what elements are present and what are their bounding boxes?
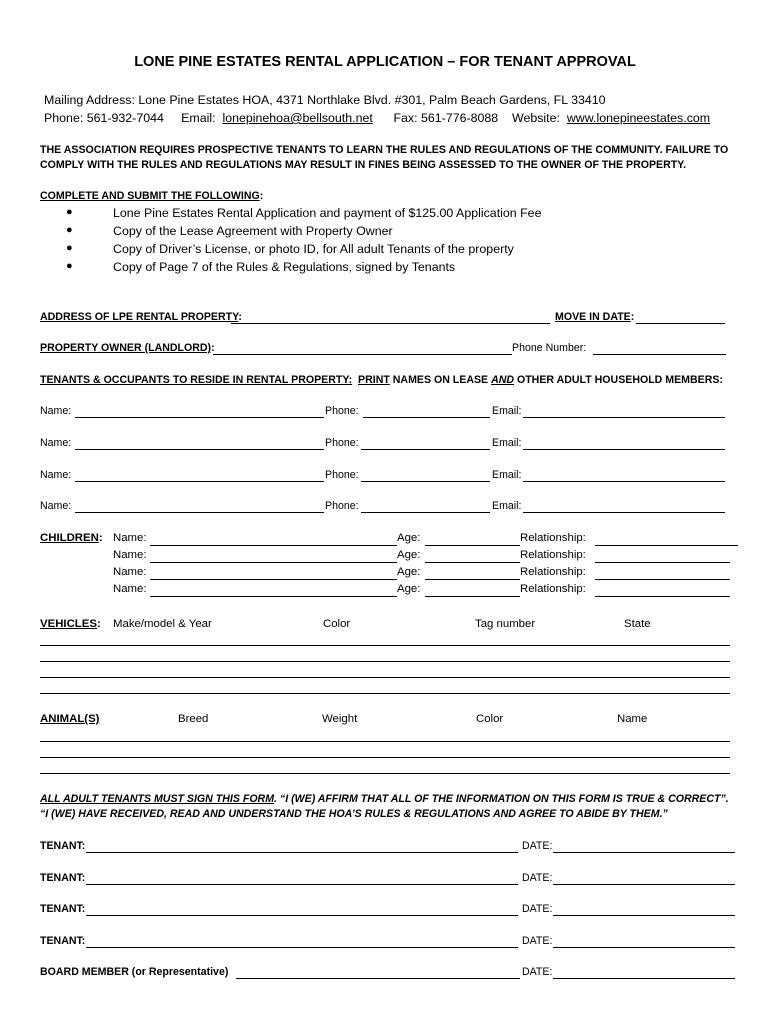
child-relationship-label: Relationship: xyxy=(520,532,586,544)
vehicle-entry-line[interactable] xyxy=(40,693,730,694)
child-name-field[interactable] xyxy=(150,596,397,597)
tenant-signature-label: TENANT: xyxy=(40,872,86,884)
child-age-field[interactable] xyxy=(425,545,520,546)
list-item: ● Lone Pine Estates Rental Application and payment of $125.00 Application Fee xyxy=(66,206,542,220)
address-label: ADDRESS OF LPE RENTAL PROPERTY: xyxy=(40,311,242,323)
date-label: DATE: xyxy=(522,872,553,884)
child-relationship-field[interactable] xyxy=(595,545,738,546)
name-label: Name: xyxy=(40,437,72,449)
child-age-field[interactable] xyxy=(425,562,520,563)
date-field[interactable] xyxy=(553,915,735,916)
animal-col-name: Name xyxy=(617,713,648,725)
tenant-name-field[interactable] xyxy=(75,449,324,450)
phone-label: Phone: xyxy=(325,500,359,512)
email-label: Email: xyxy=(492,469,522,481)
date-field[interactable] xyxy=(553,978,735,979)
contact-line xyxy=(44,111,710,125)
child-name-label: Name: xyxy=(113,532,147,544)
tenant-signature-field[interactable] xyxy=(86,915,518,916)
tenant-name-field[interactable] xyxy=(75,512,324,513)
move-in-label: MOVE IN DATE: xyxy=(555,311,635,323)
tenant-signature-label: TENANT: xyxy=(40,935,86,947)
date-label: DATE: xyxy=(522,840,553,852)
move-in-field[interactable] xyxy=(636,323,725,324)
name-label: Name: xyxy=(40,405,72,417)
website-label: Website: xyxy=(511,111,560,125)
animal-col-breed: Breed xyxy=(178,713,209,725)
child-age-label: Age: xyxy=(397,566,421,578)
vehicle-col-color: Color xyxy=(323,618,351,630)
tenant-email-field[interactable] xyxy=(523,481,725,482)
bullet-icon: ● xyxy=(66,242,73,254)
tenant-phone-field[interactable] xyxy=(363,417,490,418)
owner-label: PROPERTY OWNER (LANDLORD): xyxy=(40,342,215,354)
phone-label: Phone: xyxy=(325,469,359,481)
tenant-phone-field[interactable] xyxy=(361,512,490,513)
fax-text: Fax: 561-776-8088 xyxy=(393,111,499,125)
notice-line-2: COMPLY WITH THE RULES AND REGULATIONS MAY RESULT IN FINES BEING ASSESSED TO THE OWNER OF THE PROPERTY. xyxy=(40,159,687,171)
tenant-signature-label: TENANT: xyxy=(40,840,86,852)
email-label: Email: xyxy=(492,405,522,417)
affirmation-line-1: ALL ADULT TENANTS MUST SIGN THIS FORM. “I (WE) AFFIRM THAT ALL OF THE INFORMATION ON THIS FORM IS TRUE & CORRECT”. xyxy=(40,793,729,805)
tenant-phone-field[interactable] xyxy=(361,481,490,482)
child-relationship-label: Relationship: xyxy=(520,566,586,578)
child-age-field[interactable] xyxy=(425,596,520,597)
children-label: CHILDREN: xyxy=(40,532,103,544)
child-name-field[interactable] xyxy=(150,579,397,580)
child-age-label: Age: xyxy=(397,532,421,544)
child-age-label: Age: xyxy=(397,583,421,595)
bullet-icon: ● xyxy=(66,206,73,218)
bullet-icon: ● xyxy=(66,260,73,272)
phone-label: Phone: xyxy=(325,437,359,449)
vehicle-col-tag: Tag number xyxy=(475,618,536,630)
list-item: ● Copy of the Lease Agreement with Property Owner xyxy=(66,224,393,238)
bullet-icon: ● xyxy=(66,224,73,236)
phone-text: Phone: 561-932-7044 xyxy=(44,111,164,125)
child-relationship-field[interactable] xyxy=(595,562,730,563)
tenant-phone-field[interactable] xyxy=(361,449,490,450)
child-age-field[interactable] xyxy=(425,579,520,580)
email-label: Email: xyxy=(492,437,522,449)
vehicle-col-state: State xyxy=(624,618,651,630)
vehicle-entry-line[interactable] xyxy=(40,661,730,662)
tenant-name-field[interactable] xyxy=(75,481,324,482)
date-field[interactable] xyxy=(553,884,735,885)
animals-label: ANIMAL(S) xyxy=(40,713,100,725)
animal-col-weight: Weight xyxy=(322,713,358,725)
date-label: DATE: xyxy=(522,935,553,947)
website-link[interactable]: www.lonepineestates.com xyxy=(566,111,711,125)
animal-col-color: Color xyxy=(476,713,504,725)
child-name-label: Name: xyxy=(113,566,147,578)
affirmation-line-2: “I (WE) HAVE RECEIVED, READ AND UNDERSTAND THE HOA’S RULES & REGULATIONS AND AGREE TO ABIDE BY THEM.” xyxy=(40,808,668,820)
list-item: ● Copy of Driver’s License, or photo ID, for All adult Tenants of the property xyxy=(66,242,514,256)
vehicle-entry-line[interactable] xyxy=(40,677,730,678)
tenant-email-field[interactable] xyxy=(523,512,725,513)
child-name-label: Name: xyxy=(113,583,147,595)
vehicles-label: VEHICLES: xyxy=(40,618,101,630)
date-field[interactable] xyxy=(553,852,735,853)
child-age-label: Age: xyxy=(397,549,421,561)
tenant-email-field[interactable] xyxy=(523,449,725,450)
page-title: LONE PINE ESTATES RENTAL APPLICATION – FOR TENANT APPROVAL xyxy=(134,54,636,70)
child-relationship-field[interactable] xyxy=(595,596,730,597)
submit-heading: COMPLETE AND SUBMIT THE FOLLOWING: xyxy=(40,190,264,202)
vehicle-entry-line[interactable] xyxy=(40,645,730,646)
board-signature-label: BOARD MEMBER (or Representative) xyxy=(40,966,229,978)
date-label: DATE: xyxy=(522,966,553,978)
name-label: Name: xyxy=(40,500,72,512)
tenant-name-field[interactable] xyxy=(75,417,324,418)
child-name-field[interactable] xyxy=(150,545,397,546)
tenant-signature-label: TENANT: xyxy=(40,903,86,915)
email-label: Email: xyxy=(492,500,522,512)
child-name-label: Name: xyxy=(113,549,147,561)
name-label: Name: xyxy=(40,469,72,481)
animal-entry-line[interactable] xyxy=(40,741,730,742)
date-field[interactable] xyxy=(553,947,735,948)
tenant-signature-field[interactable] xyxy=(86,884,518,885)
vehicle-col-make: Make/model & Year xyxy=(113,618,212,630)
phone-label: Phone: xyxy=(325,405,359,417)
animal-entry-line[interactable] xyxy=(40,773,730,774)
child-relationship-field[interactable] xyxy=(595,579,730,580)
child-relationship-label: Relationship: xyxy=(520,549,586,561)
tenants-heading: TENANTS & OCCUPANTS TO RESIDE IN RENTAL PROPERTY: PRINT NAMES ON LEASE AND OTHER ADULT HOUSEHOLD MEMBERS: xyxy=(40,374,723,386)
email-label: Email: xyxy=(181,111,216,125)
child-relationship-label: Relationship: xyxy=(520,583,586,595)
date-label: DATE: xyxy=(522,903,553,915)
animal-entry-line[interactable] xyxy=(40,757,730,758)
notice-line-1: THE ASSOCIATION REQUIRES PROSPECTIVE TENANTS TO LEARN THE RULES AND REGULATIONS OF THE COMMUNITY. FAILURE TO xyxy=(40,144,729,156)
owner-phone-label: Phone Number: xyxy=(512,342,587,354)
owner-field[interactable] xyxy=(213,354,512,355)
tenant-signature-field[interactable] xyxy=(86,947,518,948)
tenant-signature-field[interactable] xyxy=(86,852,518,853)
mailing-address: Mailing Address: Lone Pine Estates HOA, 4371 Northlake Blvd. #301, Palm Beach Gardens, FL 33410 xyxy=(44,93,606,107)
list-item: ● Copy of Page 7 of the Rules & Regulations, signed by Tenants xyxy=(66,260,456,274)
address-field[interactable] xyxy=(231,323,550,324)
email-link[interactable]: lonepinehoa@bellsouth.net xyxy=(222,111,373,125)
tenant-email-field[interactable] xyxy=(523,417,725,418)
child-name-field[interactable] xyxy=(150,562,397,563)
board-signature-field[interactable] xyxy=(236,978,520,979)
owner-phone-field[interactable] xyxy=(593,354,726,355)
